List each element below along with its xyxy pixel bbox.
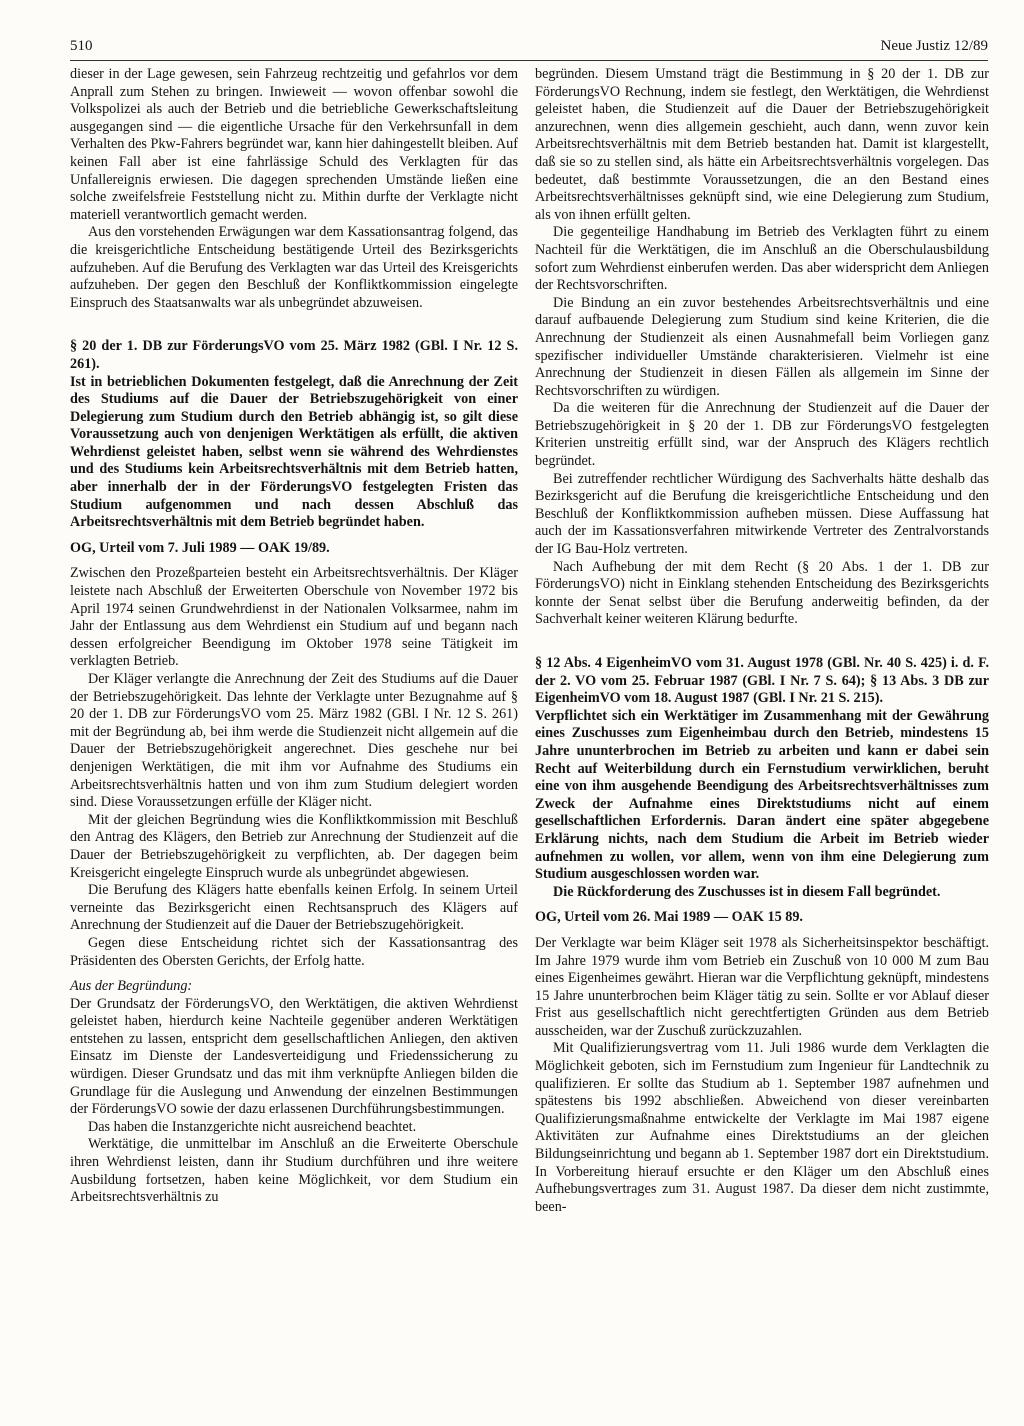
paragraph: Zwischen den Prozeßparteien besteht ein Arbeitsrechtsverhältnis. Der Kläger leistete nach Abschluß der Erweiterten Oberschule von November 1972 bis April 1974 seinen Grundwehrdienst in der Nationalen Volksarmee, nahm im Jahr der Entlassung aus dem Wehrdienst ein Studium auf und begann nach dessen erfolgreicher Beendigung im Oktober 1978 seine Tätigkeit im verklagten Betrieb. [70, 565, 518, 670]
paragraph: dieser in der Lage gewesen, sein Fahrzeug rechtzeitig und gefahrlos vor dem Anprall zum Stehen zu bringen. Inwieweit — wovon offenbar sowohl die Volkspolizei als auch der Betrieb und die betriebliche Gewerkschaftsleitung ausgegangen sind — die eigentliche Ursache für den Verkehrsunfall in dem Verhalten des Pkw-Fahrers begründet war, kann hier dahingestellt bleiben. Auf keinen Fall aber ist eine fahrlässige Schuld des Verklagten für das Unfallereignis erwiesen. Die dagegen sprechenden Umstände ließen eine solche zweifelsfreie Feststellung nicht zu. Mithin durfte der Verklagte nicht materiell verantwortlich gemacht werden. [70, 66, 518, 223]
page-number: 510 [70, 38, 93, 54]
paragraph: Die Berufung des Klägers hatte ebenfalls keinen Erfolg. In seinem Urteil verneinte das Bezirksgericht einen Rechtsanspruch des Klägers auf Anrechnung der Studienzeit auf die Dauer der Betriebszugehörigkeit. [70, 882, 518, 934]
gap [70, 557, 518, 565]
paragraph: Aus den vorstehenden Erwägungen war dem Kassationsantrag folgend, das die kreisgerichtliche Entscheidung bestätigende Urteil des Bezirksgerichts aufzuheben. Auf die Berufung des Verklagten war das Urteil des Kreisgerichts aufzuheben. Der gegen den Beschluß der Konfliktkommission eingelegte Einspruch des Staatsanwalts war als unbegründet abzuweisen. [70, 224, 518, 311]
page-header [70, 38, 988, 60]
paragraph: Der Verklagte war beim Kläger seit 1978 als Sicherheitsinspektor beschäftigt. Im Jahre 1979 wurde ihm vom Betrieb ein Zuschuß von 10 000 M zum Bau eines Eigenheimes gewährt. Hieran war die Verpflichtung geknüpft, mindestens 15 Jahre ununterbrochen beim Kläger tätig zu sein. Sollte er vor Ablauf dieser Frist aus gesellschaftlich nicht gerechtfertigten Gründen aus dem Betrieb ausscheiden, war der Zuschuß zurückzuzahlen. [535, 934, 989, 1039]
paragraph: Der Kläger verlangte die Anrechnung der Zeit des Studiums auf die Dauer der Betriebszugehörigkeit. Das lehnte der Verklagte unter Bezugnahme auf § 20 der 1. DB zur FörderungsVO vom 25. März 1982 (GBl. I Nr. 12 S. 261) mit der Begründung ab, bei ihm werde die Studienzeit nicht allgemein auf die Dauer der Betriebszugehörigkeit angerechnet. Dies geschehe nur bei denjenigen Werktätigen, die mit ihm vor Aufnahme des Studiums ein Arbeitsrechtsverhältnis hatten und von ihm zum Studium delegiert worden sind. Diese Voraussetzungen erfülle der Kläger nicht. [70, 671, 518, 811]
gap [535, 927, 989, 935]
paragraph: Mit Qualifizierungsvertrag vom 11. Juli 1986 wurde dem Verklagten die Möglichkeit geboten, sich im Fernstudium zum Ingenieur für Landtechnik zu qualifizieren. Er sollte das Studium ab 1. September 1987 aufnehmen und spätestens bis 1992 abschließen. Abweichend von dieser vereinbarten Qualifizierungsmaßnahme entwickelte der Verklagte im Mai 1987 eigene Aktivitäten zur Aufnahme eines Direktstudiums an der gleichen Bildungseinrichtung und begann ab 1. September 1987 dort ein Direktstudium. In Vorbereitung hierauf ersuchte er den Kläger um den Abschluß eines Aufhebungsvertrages zum 31. August 1987. Da dieser dem nicht zustimmte, been- [535, 1040, 989, 1215]
gap [70, 532, 518, 540]
paragraph: Mit der gleichen Begründung wies die Konfliktkommission mit Beschluß den Antrag des Klägers, den Betrieb zur Anrechnung der Studienzeit auf die Dauer der Betriebszugehörigkeit zu verpflichten, ab. Der dagegen beim Kreisgericht eingelegte Einspruch wurde als unbegründet abgewiesen. [70, 811, 518, 881]
paragraph: Da die weiteren für die Anrechnung der Studienzeit auf die Dauer der Betriebszugehörigkeit in § 20 der 1. DB zur FörderungsVO festgelegten Kriterien unstreitig erfüllt sind, war der Anspruch des Klägers rechtlich begründet. [535, 400, 989, 470]
headnote: Verpflichtet sich ein Werktätiger im Zusammenhang mit der Gewährung eines Zuschusses zum Eigenheimbau durch den Betrieb, mindestens 15 Jahre ununterbrochen im Betrieb zu arbeiten und kann er dabei sein Recht auf Weiterbildung durch ein Fernstudium verwirklichen, beruht eine von ihm ausgehende Beendigung des Arbeitsrechtsverhältnisses zum Zweck der Aufnahme eines Direktstudiums nicht auf einem gesellschaftlichen Erfordernis. Daran ändert eine später abgegebene Erklärung nichts, nach dem Studium die Arbeit im Betrieb wieder aufnehmen zu wollen, vor allem, wenn von ihm eine Delegierung zum Studium ausgeschlossen worden war. [535, 707, 989, 883]
gap [535, 901, 989, 909]
case-heading: § 12 Abs. 4 EigenheimVO vom 31. August 1978 (GBl. Nr. 40 S. 425) i. d. F. der 2. VO vom 25. Februar 1987 (GBl. I Nr. 7 S. 64); § 13 Abs. 3 DB zur EigenheimVO vom 18. August 1987 (GBl. I Nr. 21 S. 215). [535, 655, 989, 707]
gap [70, 970, 518, 978]
paragraph: Gegen diese Entscheidung richtet sich der Kassationsantrag des Präsidenten des Obersten Gerichts, der Erfolg hatte. [70, 934, 518, 969]
paragraph: Der Grundsatz der FörderungsVO, den Werktätigen, die aktiven Wehrdienst geleistet haben, hierdurch keine Nachteile gegenüber anderen Werktätigen entstehen zu lassen, entspricht dem gesellschaftlichen Anliegen, den aktiven Einsatz im Dienste der Landesverteidigung und Friedenssicherung zu würdigen. Dieser Grundsatz und das mit ihm verknüpfte Anliegen bilden die Grundlage für die Auslegung und Anwendung der einzelnen Bestimmungen der FörderungsVO sowie der dazu erlassenen Durchführungsbestimmungen. [70, 995, 518, 1118]
paragraph: Nach Aufhebung der mit dem Recht (§ 20 Abs. 1 der 1. DB zur FörderungsVO) nicht in Einklang stehenden Entscheidung des Bezirksgerichts konnte der Senat selbst über die Berufung anderweitig befinden, da der Sachverhalt keiner weiteren Klärung bedurfte. [535, 558, 989, 628]
decision-citation: OG, Urteil vom 26. Mai 1989 — OAK 15 89. [535, 909, 803, 926]
section-gap [535, 629, 989, 655]
headnote: Die Rückforderung des Zuschusses ist in diesem Fall begründet. [553, 883, 941, 900]
headnote: Ist in betrieblichen Dokumenten festgelegt, daß die Anrechnung der Zeit des Studiums auf die Dauer der Betriebszugehörigkeit von einer Delegierung zum Studium durch den Betrieb abhängig ist, so gilt diese Voraussetzung auch von denjenigen Werktätigen als erfüllt, die aktiven Wehrdienst geleistet haben, selbst wenn sie während des Wehrdienstes und des Studiums kein Arbeitsrechtsverhältnis mit dem Betrieb hatten, aber innerhalb der in der FörderungsVO festgelegten Fristen das Studium aufgenommen und nach dessen Abschluß das Arbeitsrechtsverhältnis mit dem Betrieb begründet haben. [70, 373, 518, 531]
paragraph: Die Bindung an ein zuvor bestehendes Arbeitsrechtsverhältnis und eine darauf aufbauende Delegierung zum Studium sind keine Kriterien, die die Anrechnung der Studienzeit als einen Ausnahmefall beim Vorliegen ganz spezifischer individueller Umstände charakterisieren. Vielmehr ist eine Anrechnung der Studienzeit in diesen Fällen als allgemein im Sinne der Rechtsvorschriften zu würdigen. [535, 294, 989, 399]
paragraph: begründen. Diesem Umstand trägt die Bestimmung in § 20 der 1. DB zur FörderungsVO Rechnung, indem sie festlegt, den Werktätigen, die Wehrdienst geleistet haben, die Studienzeit auf die Dauer der Betriebszugehörigkeit anzurechnen, wenn dies allgemein geschieht, auch dann, wenn zuvor kein Arbeitsrechtsverhältnis mit dem Betrieb bestanden hat. Damit ist klargestellt, daß sie so zu stellen sind, als hätte ein Arbeitsrechtsverhältnis vorgelegen. Das bedeutet, daß bestimmte Voraussetzungen, die an den Bestand eines Arbeitsrechtsverhältnisses geknüpft sind, wie eine Delegierung zum Studium, als von ihnen erfüllt gelten. [535, 66, 989, 223]
left-column [70, 66, 518, 1207]
paragraph: Bei zutreffender rechtlicher Würdigung des Sachverhalts hätte deshalb das Bezirksgericht auf die Berufung die kreisgerichtliche Entscheidung und den Beschluß der Konfliktkommission aufheben müssen. Diese Auffassung hat auch der im Kassationsverfahren mitwirkende Vertreter des Zentralvorstands der IG Bau-Holz vertreten. [535, 470, 989, 558]
header-rule [70, 60, 988, 61]
case-heading: § 20 der 1. DB zur FörderungsVO vom 25. März 1982 (GBl. I Nr. 12 S. 261). [70, 338, 518, 372]
paragraph: Das haben die Instanzgerichte nicht ausreichend beachtet. [88, 1118, 417, 1135]
paragraph: Die gegenteilige Handhabung im Betrieb des Verklagten führt zu einem Nachteil für die Werktätigen, die im Anschluß an die Oberschulausbildung sofort zum Wehrdienst einberufen werden. Das aber widerspricht dem Anliegen der Rechtsvorschriften. [535, 224, 989, 294]
reasons-heading: Aus der Begründung: [70, 978, 193, 995]
section-gap [70, 312, 518, 338]
paragraph: Werktätige, die unmittelbar im Anschluß an die Erweiterte Oberschule ihren Wehrdienst leisten, dann ihr Studium durchführen und ihre weitere Ausbildung fortsetzen, haben keine Möglichkeit, vor dem Studium ein Arbeitsrechtsverhältnis zu [70, 1136, 518, 1206]
right-column [535, 66, 989, 1216]
journal-title: Neue Justiz 12/89 [880, 38, 988, 54]
decision-citation: OG, Urteil vom 7. Juli 1989 — OAK 19/89. [70, 539, 330, 556]
